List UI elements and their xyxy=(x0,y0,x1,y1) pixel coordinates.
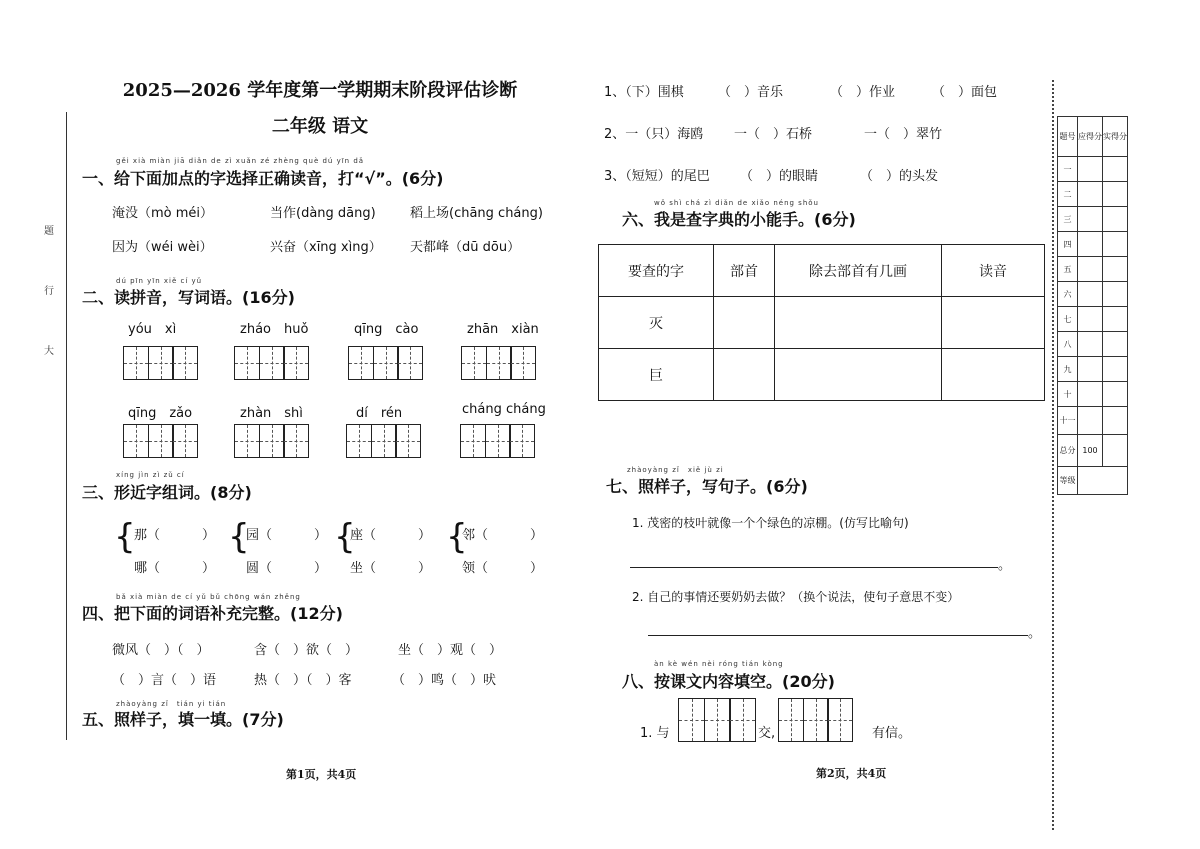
dictionary-table xyxy=(598,244,1045,401)
score-cell[interactable] xyxy=(1103,307,1128,332)
total-value: 100 xyxy=(1078,435,1103,467)
brace: { xyxy=(114,517,136,557)
section-pinyin: zhàoyàng zǐ xiě jù zi xyxy=(627,466,724,474)
margin-char: 行 xyxy=(44,286,54,297)
writing-grid[interactable] xyxy=(460,424,535,458)
score-cell[interactable] xyxy=(1103,207,1128,232)
score-cell[interactable] xyxy=(1103,182,1128,207)
writing-grid[interactable] xyxy=(234,346,309,380)
page-footer: 第2页，共4页 xyxy=(816,767,887,780)
score-cell[interactable] xyxy=(1078,207,1103,232)
score-cell[interactable] xyxy=(1078,332,1103,357)
answer-line[interactable] xyxy=(648,634,1028,636)
pinyin-prompt: zhàn shì xyxy=(240,406,303,421)
char-prompt: ） xyxy=(314,561,328,576)
table-header: 除去部首有几画 xyxy=(775,245,942,297)
section-pinyin: dú pīn yīn xiě cí yǔ xyxy=(116,277,203,285)
table-header: 读音 xyxy=(942,245,1045,297)
score-cell[interactable] xyxy=(1078,157,1103,182)
score-row-label: 六 xyxy=(1058,282,1078,307)
score-row-label: 五 xyxy=(1058,257,1078,282)
score-table xyxy=(1057,116,1128,495)
section-pinyin: xíng jìn zì zǔ cí xyxy=(116,471,185,479)
reading-item: 淹没（mò méi） xyxy=(112,206,214,221)
pinyin-prompt: cháng cháng xyxy=(462,402,546,417)
score-cell[interactable] xyxy=(1078,182,1103,207)
char-pair-item xyxy=(246,557,327,576)
char-prompt: ） xyxy=(202,528,216,543)
idiom-item: 坐（ ）观（ ） xyxy=(398,643,503,658)
score-header: 题号 xyxy=(1058,117,1078,157)
table-header: 部首 xyxy=(714,245,775,297)
fill-item: 1、（下）围棋 xyxy=(604,85,684,100)
writing-grid[interactable] xyxy=(123,424,198,458)
fill-item: （ ）作业 xyxy=(830,85,896,100)
char-pair-item xyxy=(246,524,327,543)
char-prompt: 座（ xyxy=(350,528,377,543)
idiom-item: （ ）鸣（ ）吠 xyxy=(392,673,497,688)
score-cell[interactable] xyxy=(1103,282,1128,307)
writing-grid[interactable] xyxy=(234,424,309,458)
idiom-item: 微风（ ）（ ） xyxy=(112,643,210,658)
exam-subtitle: 二年级 语文 xyxy=(271,116,369,137)
char-prompt: ） xyxy=(202,561,216,576)
fill-item: （ ）的头发 xyxy=(860,169,939,184)
score-row-label: 三 xyxy=(1058,207,1078,232)
brace: { xyxy=(334,517,356,557)
sentence-question: 2. 自己的事情还要奶奶去做？（换个说法，使句子意思不变） xyxy=(632,590,960,604)
score-cell[interactable] xyxy=(1078,282,1103,307)
answer-cell[interactable] xyxy=(714,349,775,401)
reading-item: 天都峰（dū dōu） xyxy=(410,240,521,255)
pinyin-prompt: yóu xì xyxy=(128,322,177,337)
exam-title: 2025—2026 学年度第一学期期末阶段评估诊断 xyxy=(122,80,518,101)
char-pair-item xyxy=(462,524,543,543)
writing-grid[interactable] xyxy=(778,698,853,742)
score-cell[interactable] xyxy=(1078,407,1103,435)
score-cell[interactable] xyxy=(1078,382,1103,407)
fill-question-number: 1. 与 xyxy=(640,726,670,741)
answer-cell[interactable] xyxy=(714,297,775,349)
score-row-label: 四 xyxy=(1058,232,1078,257)
score-cell[interactable] xyxy=(1078,257,1103,282)
section-3-heading: 三、形近字组词。(8分) xyxy=(82,483,252,502)
score-row-label: 二 xyxy=(1058,182,1078,207)
brace: { xyxy=(446,517,468,557)
char-prompt: ） xyxy=(530,528,544,543)
section-5-heading: 五、照样子，填一填。(7分) xyxy=(82,710,284,729)
total-label: 总分 xyxy=(1058,435,1078,467)
char-prompt: 邻（ xyxy=(462,528,489,543)
fill-text: 交, xyxy=(758,726,776,741)
score-row-label: 十 xyxy=(1058,382,1078,407)
section-pinyin: wǒ shì chá zì diǎn de xiǎo néng shǒu xyxy=(654,199,819,207)
answer-cell[interactable] xyxy=(775,297,942,349)
char-prompt: 领（ xyxy=(462,561,489,576)
fill-item: （ ）音乐 xyxy=(718,85,784,100)
section-4-heading: 四、把下面的词语补充完整。(12分) xyxy=(82,604,343,623)
fill-item: 一（ ）翠竹 xyxy=(864,127,943,142)
char-pair-item xyxy=(350,557,431,576)
idiom-item: 热（ ）（ ）客 xyxy=(254,673,352,688)
writing-grid[interactable] xyxy=(461,346,536,380)
page-footer: 第1页，共4页 xyxy=(286,768,357,781)
period-mark: 。 xyxy=(998,558,1012,573)
char-prompt: ） xyxy=(418,561,432,576)
score-header: 实得分 xyxy=(1103,117,1128,157)
score-cell[interactable] xyxy=(1078,307,1103,332)
reading-item: 因为（wéi wèi） xyxy=(112,240,213,255)
pinyin-prompt: zhān xiàn xyxy=(467,322,539,337)
score-cell[interactable] xyxy=(1103,157,1128,182)
score-row-label: 八 xyxy=(1058,332,1078,357)
reading-item: 稻上场(chāng cháng) xyxy=(410,206,543,221)
section-pinyin: gěi xià miàn jiā diǎn de zì xuǎn zé zhèng què dú yīn dǎ xyxy=(116,157,365,165)
score-cell[interactable] xyxy=(1103,257,1128,282)
grade-cell[interactable] xyxy=(1078,467,1128,495)
score-cell[interactable] xyxy=(1103,357,1128,382)
score-row-label: 七 xyxy=(1058,307,1078,332)
fill-text: 有信。 xyxy=(872,726,912,741)
char-prompt: 圆（ xyxy=(246,561,273,576)
fill-item: （ ）的眼睛 xyxy=(740,169,819,184)
section-1-heading: 一、给下面加点的字选择正确读音，打“√”。(6分) xyxy=(82,169,444,188)
score-row-label: 九 xyxy=(1058,357,1078,382)
sentence-question: 1. 茂密的枝叶就像一个个绿色的凉棚。(仿写比喻句) xyxy=(632,516,909,530)
section-2-heading: 二、读拼音，写词语。(16分) xyxy=(82,288,295,307)
char-prompt: 哪（ xyxy=(134,561,161,576)
char-prompt: 那（ xyxy=(134,528,161,543)
fill-item: （ ）面包 xyxy=(932,85,998,100)
section-pinyin: àn kè wén nèi róng tián kòng xyxy=(654,660,784,668)
section-pinyin: bǎ xià miàn de cí yǔ bǔ chōng wán zhěng xyxy=(116,593,301,601)
score-row-label: 一 xyxy=(1058,157,1078,182)
binding-dotted-line xyxy=(1052,80,1054,830)
brace: { xyxy=(228,517,250,557)
score-cell[interactable] xyxy=(1103,232,1128,257)
section-6-heading: 六、我是查字典的小能手。(6分) xyxy=(622,210,856,229)
answer-line[interactable] xyxy=(630,566,998,568)
fill-item: 2、一（只）海鸥 xyxy=(604,127,704,142)
section-pinyin: zhàoyàng zǐ tián yi tián xyxy=(116,700,227,708)
char-prompt: 园（ xyxy=(246,528,273,543)
writing-grid[interactable] xyxy=(346,424,421,458)
pinyin-prompt: qīng zǎo xyxy=(128,406,193,421)
score-cell[interactable] xyxy=(1103,332,1128,357)
reading-item: 兴奋（xīng xìng） xyxy=(270,240,382,255)
lookup-char: 灭 xyxy=(599,297,714,349)
table-header: 要查的字 xyxy=(599,245,714,297)
section-7-heading: 七、照样子，写句子。(6分) xyxy=(606,477,808,496)
char-prompt: 坐（ xyxy=(350,561,377,576)
pinyin-prompt: zháo huǒ xyxy=(240,322,309,337)
answer-cell[interactable] xyxy=(942,297,1045,349)
fill-item: 3、（短短）的尾巴 xyxy=(604,169,710,184)
answer-cell[interactable] xyxy=(775,349,942,401)
char-pair-item xyxy=(134,557,215,576)
idiom-item: （ ）言（ ）语 xyxy=(112,673,217,688)
reading-item: 当作(dàng dāng) xyxy=(270,206,376,221)
margin-char: 题 xyxy=(44,226,54,237)
score-row-label: 十一 xyxy=(1058,407,1078,435)
pinyin-prompt: qīng cào xyxy=(354,322,419,337)
score-cell[interactable] xyxy=(1078,232,1103,257)
score-cell[interactable] xyxy=(1103,382,1128,407)
char-prompt: ） xyxy=(530,561,544,576)
idiom-item: 含（ ）欲（ ） xyxy=(254,643,359,658)
binding-margin-line xyxy=(66,112,67,740)
writing-grid[interactable] xyxy=(678,698,756,742)
writing-grid[interactable] xyxy=(348,346,423,380)
pinyin-prompt: dí rén xyxy=(356,406,403,421)
char-pair-item xyxy=(462,557,543,576)
writing-grid[interactable] xyxy=(123,346,198,380)
answer-cell[interactable] xyxy=(942,349,1045,401)
score-cell[interactable] xyxy=(1103,407,1128,435)
margin-char: 大 xyxy=(44,346,54,357)
period-mark: 。 xyxy=(1028,626,1042,641)
score-header: 应得分 xyxy=(1078,117,1103,157)
grade-label: 等级 xyxy=(1058,467,1078,495)
char-prompt: ） xyxy=(418,528,432,543)
section-8-heading: 八、按课文内容填空。(20分) xyxy=(622,672,835,691)
char-pair-item xyxy=(134,524,215,543)
char-prompt: ） xyxy=(314,528,328,543)
fill-item: 一（ ）石桥 xyxy=(734,127,813,142)
char-pair-item xyxy=(350,524,431,543)
score-cell[interactable] xyxy=(1078,357,1103,382)
score-cell[interactable] xyxy=(1103,435,1128,467)
lookup-char: 巨 xyxy=(599,349,714,401)
